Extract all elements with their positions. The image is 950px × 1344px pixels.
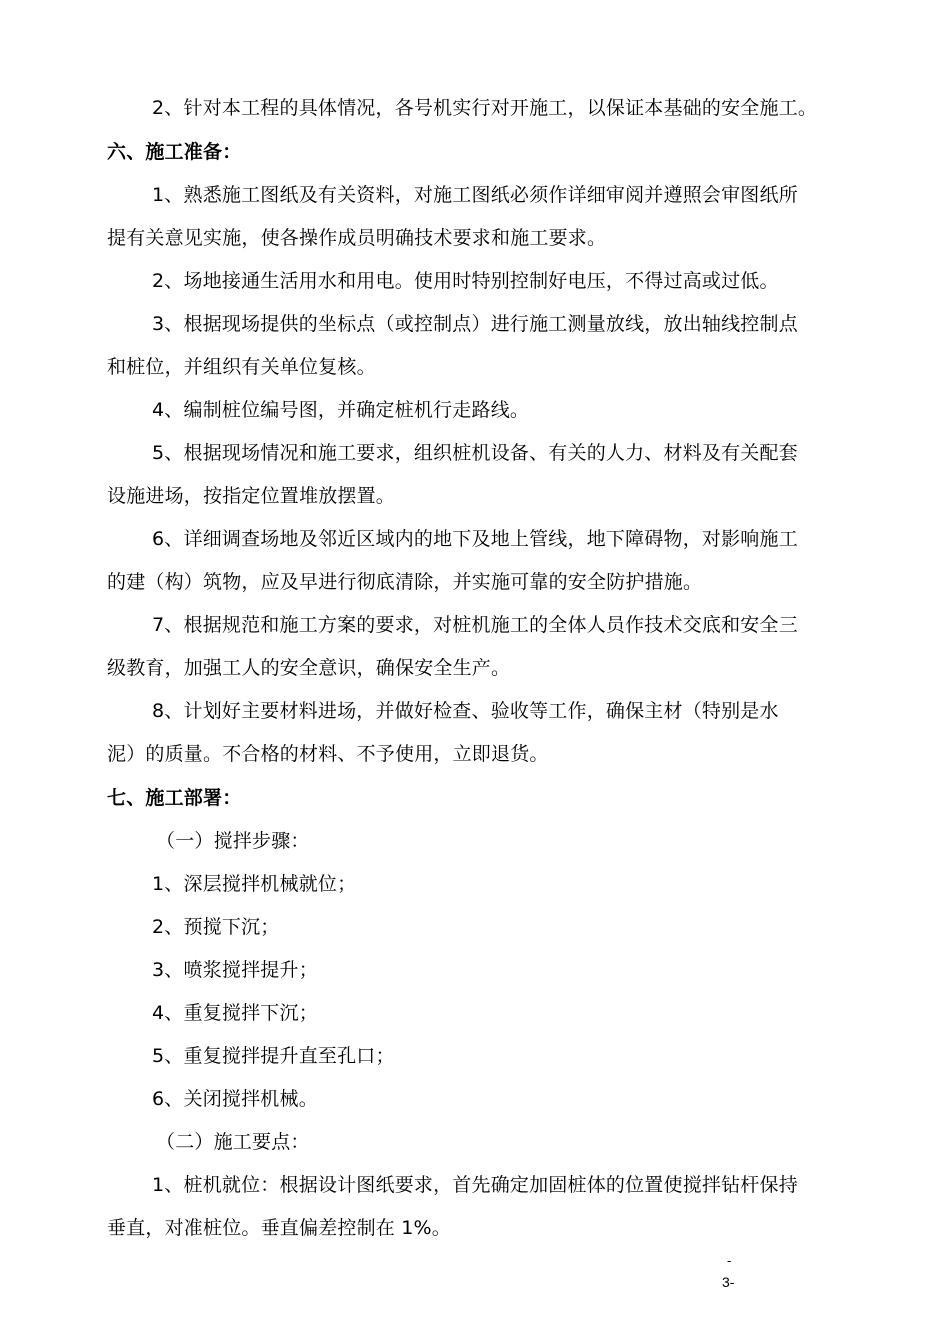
paragraph-line: 和桩位，并组织有关单位复核。: [107, 356, 376, 378]
section-heading-7: 七、施工部署：: [107, 787, 242, 809]
paragraph-line: 垂直，对准桩位。垂直偏差控制在 1%。: [107, 1217, 451, 1239]
paragraph-line: 4、编制桩位编号图，并确定桩机行走路线。: [152, 399, 530, 421]
paragraph-line: 3、根据现场提供的坐标点（或控制点）进行施工测量放线，放出轴线控制点: [152, 313, 798, 335]
paragraph-line: 1、熟悉施工图纸及有关资料，对施工图纸必须作详细审阅并遵照会审图纸所: [152, 184, 798, 206]
paragraph-line: 泥）的质量。不合格的材料、不予使用，立即退货。: [107, 743, 549, 765]
paragraph-line: 6、详细调查场地及邻近区域内的地下及地上管线，地下障碍物，对影响施工: [152, 528, 798, 550]
paragraph-line: 的建（构）筑物，应及早进行彻底清除，并实施可靠的安全防护措施。: [107, 571, 703, 593]
paragraph-line: 2、场地接通生活用水和用电。使用时特别控制好电压，不得过高或过低。: [152, 270, 779, 292]
subsection-heading: （二）施工要点：: [156, 1131, 310, 1153]
paragraph-line: 级教育，加强工人的安全意识，确保安全生产。: [107, 657, 511, 679]
step-item: 4、重复搅拌下沉；: [152, 1002, 318, 1024]
section-heading-6: 六、施工准备：: [107, 141, 242, 163]
step-item: 6、关闭搅拌机械。: [152, 1088, 318, 1110]
paragraph-line: 设施进场，按指定位置堆放摆置。: [107, 485, 396, 507]
paragraph-line: 2、针对本工程的具体情况，各号机实行对开施工，以保证本基础的安全施工。: [152, 97, 818, 119]
paragraph-line: 7、根据规范和施工方案的要求，对桩机施工的全体人员作技术交底和安全三: [152, 614, 798, 636]
step-item: 2、预搅下沉；: [152, 916, 280, 938]
paragraph-line: 5、根据现场情况和施工要求，组织桩机设备、有关的人力、材料及有关配套: [152, 442, 798, 464]
step-item: 5、重复搅拌提升直至孔口；: [152, 1045, 395, 1067]
paragraph-line: 提有关意见实施，使各操作成员明确技术要求和施工要求。: [107, 227, 607, 249]
page-number: 3-: [722, 1274, 735, 1290]
subsection-heading: （一）搅拌步骤：: [156, 830, 310, 852]
step-item: 3、喷浆搅拌提升；: [152, 959, 318, 981]
paragraph-line: 1、桩机就位：根据设计图纸要求，首先确定加固桩体的位置使搅拌钻杆保持: [152, 1174, 798, 1196]
paragraph-line: 8、计划好主要材料进场，并做好检查、验收等工作，确保主材（特别是水: [152, 700, 779, 722]
footer-dash: -: [727, 1253, 732, 1268]
step-item: 1、深层搅拌机械就位；: [152, 873, 357, 895]
